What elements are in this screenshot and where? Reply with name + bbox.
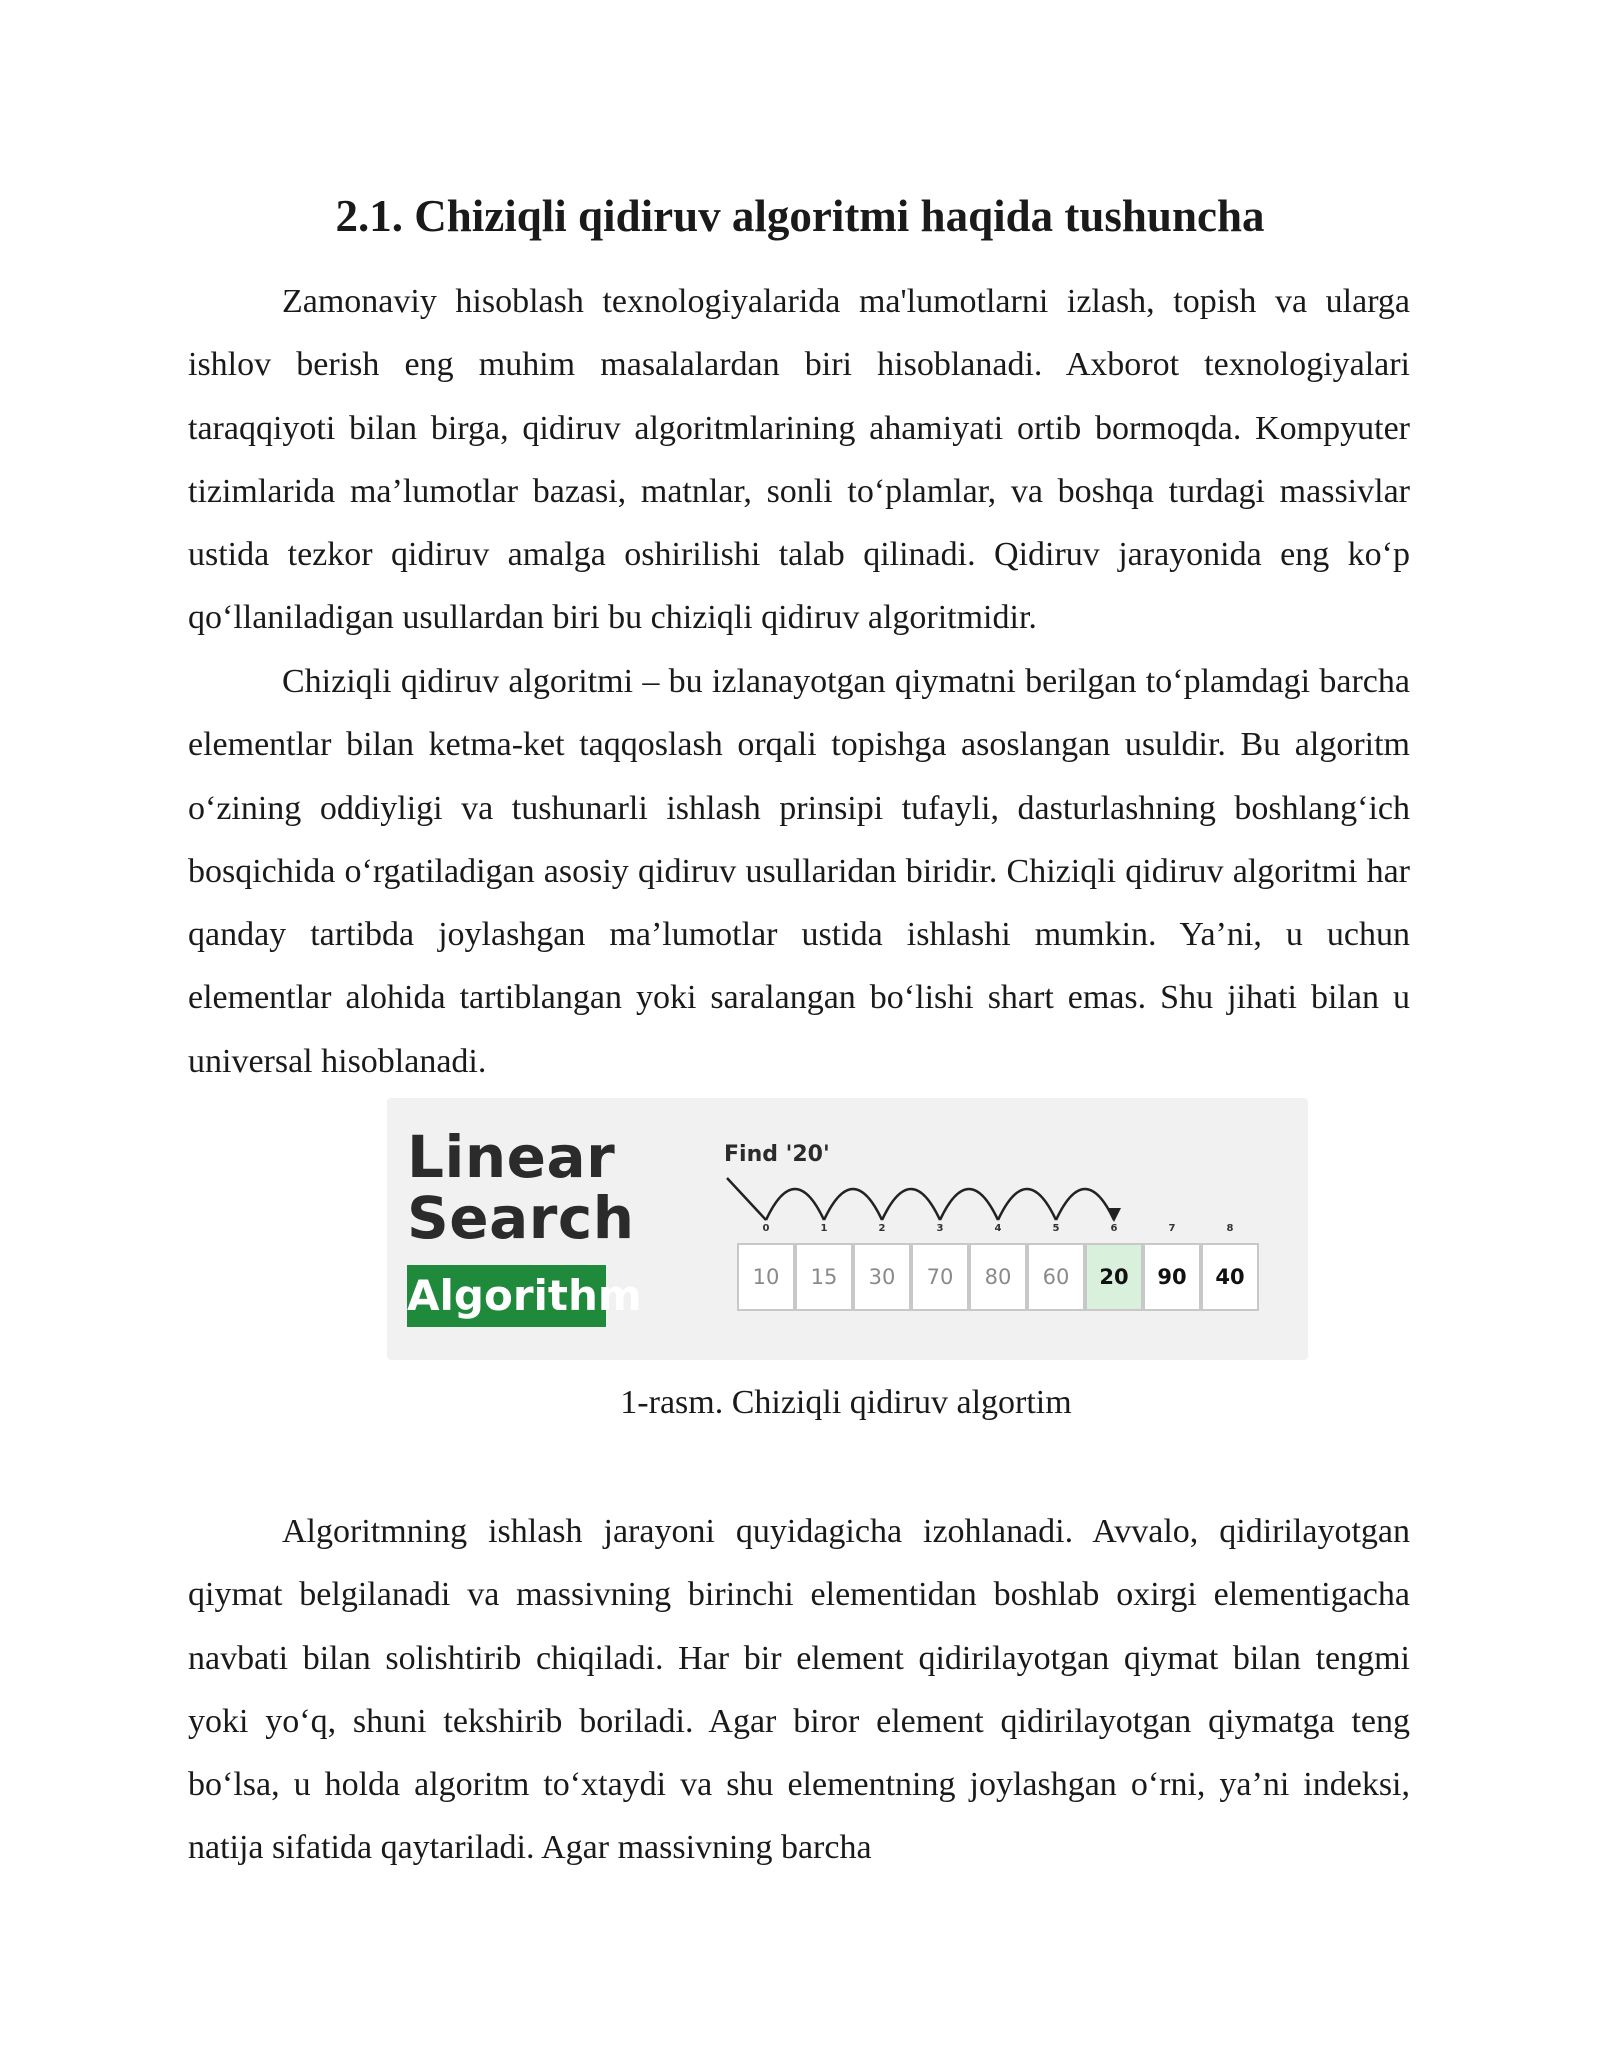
section-heading: 2.1. Chiziqli qidiruv algoritmi haqida tushuncha [335, 191, 1265, 241]
array-cell-found: 20 [1085, 1243, 1143, 1311]
array-index-label: 3 [936, 1223, 944, 1234]
array-cell: 30 [853, 1243, 911, 1311]
array-cell: 40 [1201, 1243, 1259, 1311]
array-cell: 10 [737, 1243, 795, 1311]
figure-title-line2: Search [407, 1184, 635, 1252]
array-cell: 60 [1027, 1243, 1085, 1311]
arrow-head [1107, 1208, 1121, 1222]
linear-search-figure [387, 1098, 1308, 1360]
array-cell: 90 [1143, 1243, 1201, 1311]
hop-arrows [727, 1178, 1114, 1220]
paragraph-1: Zamonaviy hisoblash texnologiyalarida ma'lumotlarni izlash, topish va ularga ishlov berish eng muhim masalalardan biri hisoblanadi. Axborot texnologiyalari taraqqiyoti bilan birga, qidiruv algoritmlarining ahamiyati ortib bormoqda. Kompyuter tizimlarida ma’lumotlar bazasi, matnlar, sonli to‘plamlar, va boshqa turdagi massivlar ustida tezkor qidiruv amalga oshirilishi talab qilinadi. Qidiruv jarayonida eng ko‘p qo‘llaniladigan usullardan biri bu chiziqli qidiruv algoritmidir. [188, 283, 1410, 637]
array-index-label: 4 [994, 1223, 1002, 1234]
array-cell: 15 [795, 1243, 853, 1311]
find-label: Find '20' [724, 1142, 830, 1167]
array-index-label: 1 [820, 1223, 828, 1234]
array-index-label: 5 [1052, 1223, 1060, 1234]
array-cell: 70 [911, 1243, 969, 1311]
array-cell: 80 [969, 1243, 1027, 1311]
figure-caption: 1-rasm. Chiziqli qidiruv algortim [620, 1384, 1072, 1421]
array-index-label: 7 [1168, 1223, 1176, 1234]
array-index-label: 8 [1226, 1223, 1234, 1234]
array-index-label: 0 [762, 1223, 770, 1234]
paragraph-2: Chiziqli qidiruv algoritmi – bu izlanayotgan qiymatni berilgan to‘plamdagi barcha elementlar bilan ketma-ket taqqoslash orqali topishga asoslangan usuldir. Bu algoritm o‘zining oddiyligi va tushunarli ishlash prinsipi tufayli, dasturlashning boshlang‘ich bosqichida o‘rgatiladigan asosiy qidiruv usullaridan biridir. Chiziqli qidiruv algoritmi har qanday tartibda joylashgan ma’lumotlar ustida ishlashi mumkin. Ya’ni, u uchun elementlar alohida tartiblangan yoki saralangan bo‘lishi shart emas. Shu jihati bilan u universal hisoblanadi. [188, 663, 1410, 1080]
figure-badge: Algorithm [407, 1265, 606, 1327]
array-index-label: 6 [1110, 1223, 1118, 1234]
figure-title-line1: Linear [407, 1123, 616, 1191]
array-index-label: 2 [878, 1223, 886, 1234]
paragraph-3: Algoritmning ishlash jarayoni quyidagicha izohlanadi. Avvalo, qidirilayotgan qiymat belgilanadi va massivning birinchi elementidan boshlab oxirgi elementigacha navbati bilan solishtirib chiqiladi. Har bir element qidirilayotgan qiymat bilan tengmi yoki yo‘q, shuni tekshirib boriladi. Agar biror element qidirilayotgan qiymatga teng bo‘lsa, u holda algoritm to‘xtaydi va shu elementning joylashgan o‘rni, ya’ni indeksi, natija sifatida qaytariladi. Agar massivning barcha [188, 1513, 1410, 1867]
